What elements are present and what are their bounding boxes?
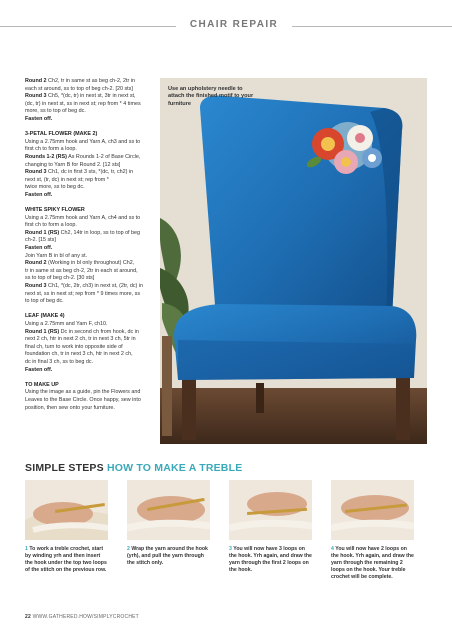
instruction-text: Using the image as a guide, pin the Flowers and [25,389,141,396]
paragraph-gap [25,374,163,382]
instruction-line [25,344,163,352]
instruction-text: first ch to form a loop. [25,146,77,153]
instruction-line [25,336,163,344]
section-heading: WHITE SPIKY FLOWER [25,207,85,214]
section-heading: TO MAKE UP [25,381,59,388]
step-3 [229,480,312,574]
chair-back [200,96,402,319]
instruction-line [25,184,163,192]
paragraph-gap [25,306,163,314]
instruction-text: dc in final 3 ch, ss to beg dc. [25,358,94,365]
instruction-label: Rounds 1-2 (RS) [25,153,67,160]
step-4-photo [331,480,414,540]
instruction-line [25,169,163,177]
instruction-line [25,78,163,86]
instruction-text: Using a 2.75mm hook and Yarn A, ch3 and ss to [25,138,141,145]
page-footer [25,614,139,620]
instruction-line [25,359,163,367]
instruction-line [25,146,163,154]
step-4 [331,480,414,581]
instruction-text: each st around, ss to top of beg ch-2. [20 sts] [25,85,133,92]
instruction-line [25,162,163,170]
instruction-line [25,275,163,283]
instruction-text: next 2 ch, htr in next 2 ch, tr in next 3 ch, 5tr in [25,336,136,343]
instruction-text: (Working in bl only throughout) Ch2, [46,260,135,267]
steps-heading-sub: HOW TO MAKE A TREBLE [106,462,243,474]
instruction-label: Round 1 (RS) [25,229,60,236]
instruction-line [25,329,163,337]
footer-url: WWW.GATHERED.HOW/SIMPLYCROCHET [32,614,139,620]
instruction-line [25,101,163,109]
step-3-caption: 3 You will now have 3 loops on the hook. Yrh again, and draw the yarn through the first 2 loops on the hook. [229,546,312,573]
instruction-text: more, ss to top of beg dc. [25,108,86,115]
header-rule-right [292,26,452,27]
instruction-line [25,253,163,261]
instruction-line [25,245,163,253]
instruction-line [25,116,163,124]
step-3-photo [229,480,312,540]
header-rule-left [0,26,176,27]
instruction-text: As Rounds 1-2 of Base Circle, [66,153,141,160]
instruction-label: Round 3 [25,169,47,176]
instruction-text: changing to Yarn B for Round 2. [12 sts] [25,161,121,168]
instruction-text: position, then sew onto your furniture. [25,404,115,411]
instruction-text: to top of beg dc. [25,298,64,305]
instruction-text: Ch1, dc in first 3 sts, *(dc, tr, ch2) in [46,169,134,176]
instruction-text: next st, (tr, dc) in next st; rep from * [25,176,109,183]
instruction-line [25,321,163,329]
pattern-instructions [25,78,163,412]
instruction-text: Using a 2.75mm and Yarn F, ch10. [25,321,108,327]
steps-heading-main: SIMPLE STEPS [25,462,104,474]
instruction-label: Fasten off. [25,366,53,373]
page-number: 22 [25,614,31,620]
instruction-label: Round 1 (RS) [25,328,60,335]
section-title: CHAIR REPAIR [189,19,279,30]
instruction-line [25,215,163,223]
instruction-text: ss to top of beg ch-2. [30 sts] [25,275,95,282]
step-4-caption: 4 You will now have 2 loops on the hook. Yrh again, and draw the yarn through the remaining 2 loops on the hook. Your treble crochet will be complete. [331,546,414,580]
instruction-line [25,260,163,268]
instruction-line [25,367,163,375]
instruction-line [25,108,163,116]
instruction-text: tr in same st as beg ch-2, 2tr in each st around, [25,267,138,274]
instruction-line [25,405,163,413]
instruction-text: final ch, turn to work into opposite side of [25,343,123,350]
instruction-text: Dc in second ch from hook, dc in [59,328,139,335]
chair-photo [160,78,427,444]
paragraph-gap [25,124,163,132]
instruction-text: Ch2, 14tr in loop, ss to top of beg [59,229,141,236]
instruction-line [25,86,163,94]
instruction-label: Round 2 [25,78,47,84]
instruction-label: Fasten off. [25,115,53,122]
step-2-caption: 2 Wrap the yarn around the hook (yrh), and pull the yarn through the stitch only. [127,546,208,566]
instruction-label: Round 2 [25,260,47,267]
instruction-label: Fasten off. [25,191,53,198]
instruction-text: Leaves to the Base Circle. Once happy, sew into [25,396,141,403]
step-1 [25,480,108,574]
instruction-line [25,139,163,147]
instruction-text: ch-2. [15 sts] [25,237,56,244]
paragraph-gap [25,200,163,208]
chair-illustration [160,78,427,444]
instruction-text: Using a 2.75mm hook and Yarn A, ch4 and ss to [25,214,141,221]
instruction-line [25,397,163,405]
instruction-line [25,298,163,306]
instruction-text: Ch5, *(dc, tr) in next st, 3tr in next st, [46,93,136,100]
instruction-label: Round 3 [25,93,47,100]
instruction-text: twice more, ss to beg dc. [25,184,85,191]
instruction-text: Join Yarn B in bl of any st. [25,252,88,259]
section-heading: LEAF (MAKE 4) [25,313,65,320]
instruction-line [25,177,163,185]
step-1-photo [25,480,108,540]
instruction-line [25,192,163,200]
instruction-label: Fasten off. [25,245,53,252]
instruction-text: next st, ss in next st; rep from * 9 times more, ss [25,290,141,297]
instruction-text: foundation ch, tr in next 3 ch, htr in next 2 ch, [25,351,133,358]
instruction-line [25,237,163,245]
instruction-line [25,222,163,230]
page-header [0,16,452,36]
instruction-line [25,351,163,359]
instruction-line [25,283,163,291]
step-1-caption: 1 To work a treble crochet, start by winding yrh and then insert the hook under the top two loops of the stitch on the previous row. [25,546,107,573]
instruction-line [25,93,163,101]
instruction-line [25,268,163,276]
instruction-text: Ch1, *(dc, 2tr, ch3) in next st, (2tr, dc) in [46,283,144,290]
step-2-photo [127,480,210,540]
instruction-line [25,154,163,162]
instruction-text: (dc, tr) in next st, ss in next st; rep from * 4 times [25,100,141,107]
section-heading: 3-PETAL FLOWER (MAKE 2) [25,131,98,138]
instruction-label: Round 3 [25,283,47,290]
instruction-line [25,230,163,238]
instruction-text: Ch2, tr in same st as beg ch-2, 2tr in [46,78,135,84]
instruction-line [25,389,163,397]
instruction-line [25,291,163,299]
instruction-text: first ch to form a loop. [25,222,77,229]
photo-caption: Use an upholstery needle to attach the finished motif to your furniture [168,86,254,107]
step-2 [127,480,210,567]
steps-heading [25,462,242,474]
